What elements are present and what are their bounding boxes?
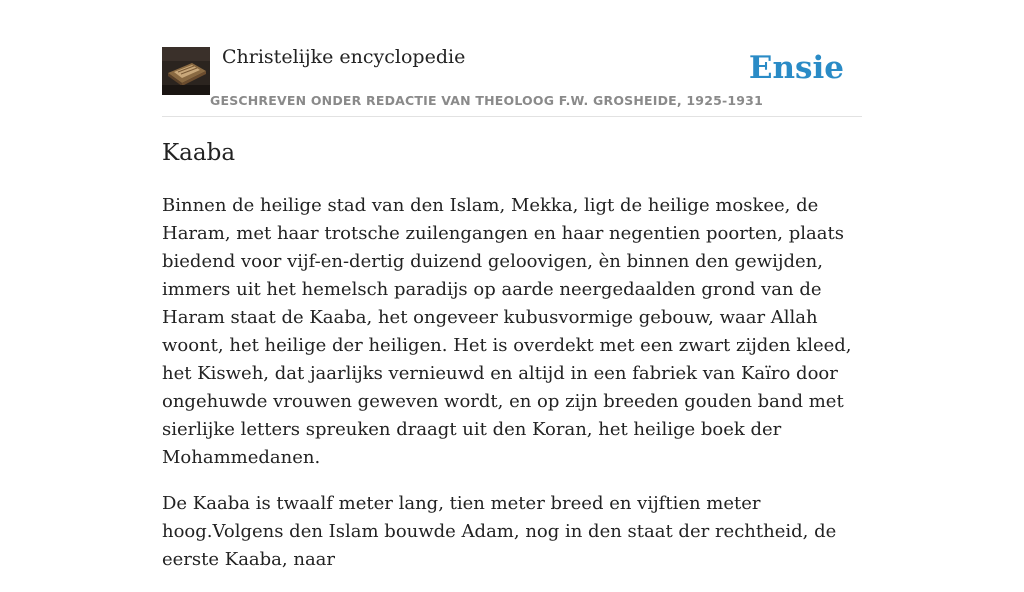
site-subtitle: GESCHREVEN ONDER REDACTIE VAN THEOLOOG F.W. GROSHEIDE, 1925-1931 [210, 93, 763, 108]
site-title[interactable]: Christelijke encyclopedie [222, 46, 466, 68]
article-title: Kaaba [162, 140, 236, 166]
article-paragraph: Binnen de heilige stad van den Islam, Mekka, ligt de heilige moskee, de Haram, met haar trotsche zuilengangen en haar negentien poorten, plaats biedend voor vijf-en-dertig duizend geloovigen, èn binnen den gewijden, immers uit het hemelsch paradijs op aarde neergedaalden grond van de Haram staat de Kaaba, het ongeveer kubusvormige gebouw, waar Allah woont, het heilige der heiligen. Het is overdekt met een zwart zijden kleed, het Kisweh, dat jaarlijks vernieuwd en altijd in een fabriek van Kaïro door ongehuwde vrouwen geweven wordt, en op zijn breeden gouden band met sierlijke letters spreuken draagt uit den Koran, het heilige boek der Mohammedanen. [162, 195, 852, 468]
site-header [162, 0, 862, 117]
book-icon[interactable] [162, 47, 210, 95]
page [162, 0, 862, 570]
article-paragraph: De Kaaba is twaalf meter lang, tien meter breed en vijftien meter hoog.Volgens den Islam bouwde Adam, nog in den staat der rechtheid, de eerste Kaaba, naar [162, 493, 837, 570]
brand-logo-link[interactable]: Ensie [748, 50, 844, 86]
article-body [162, 192, 862, 592]
